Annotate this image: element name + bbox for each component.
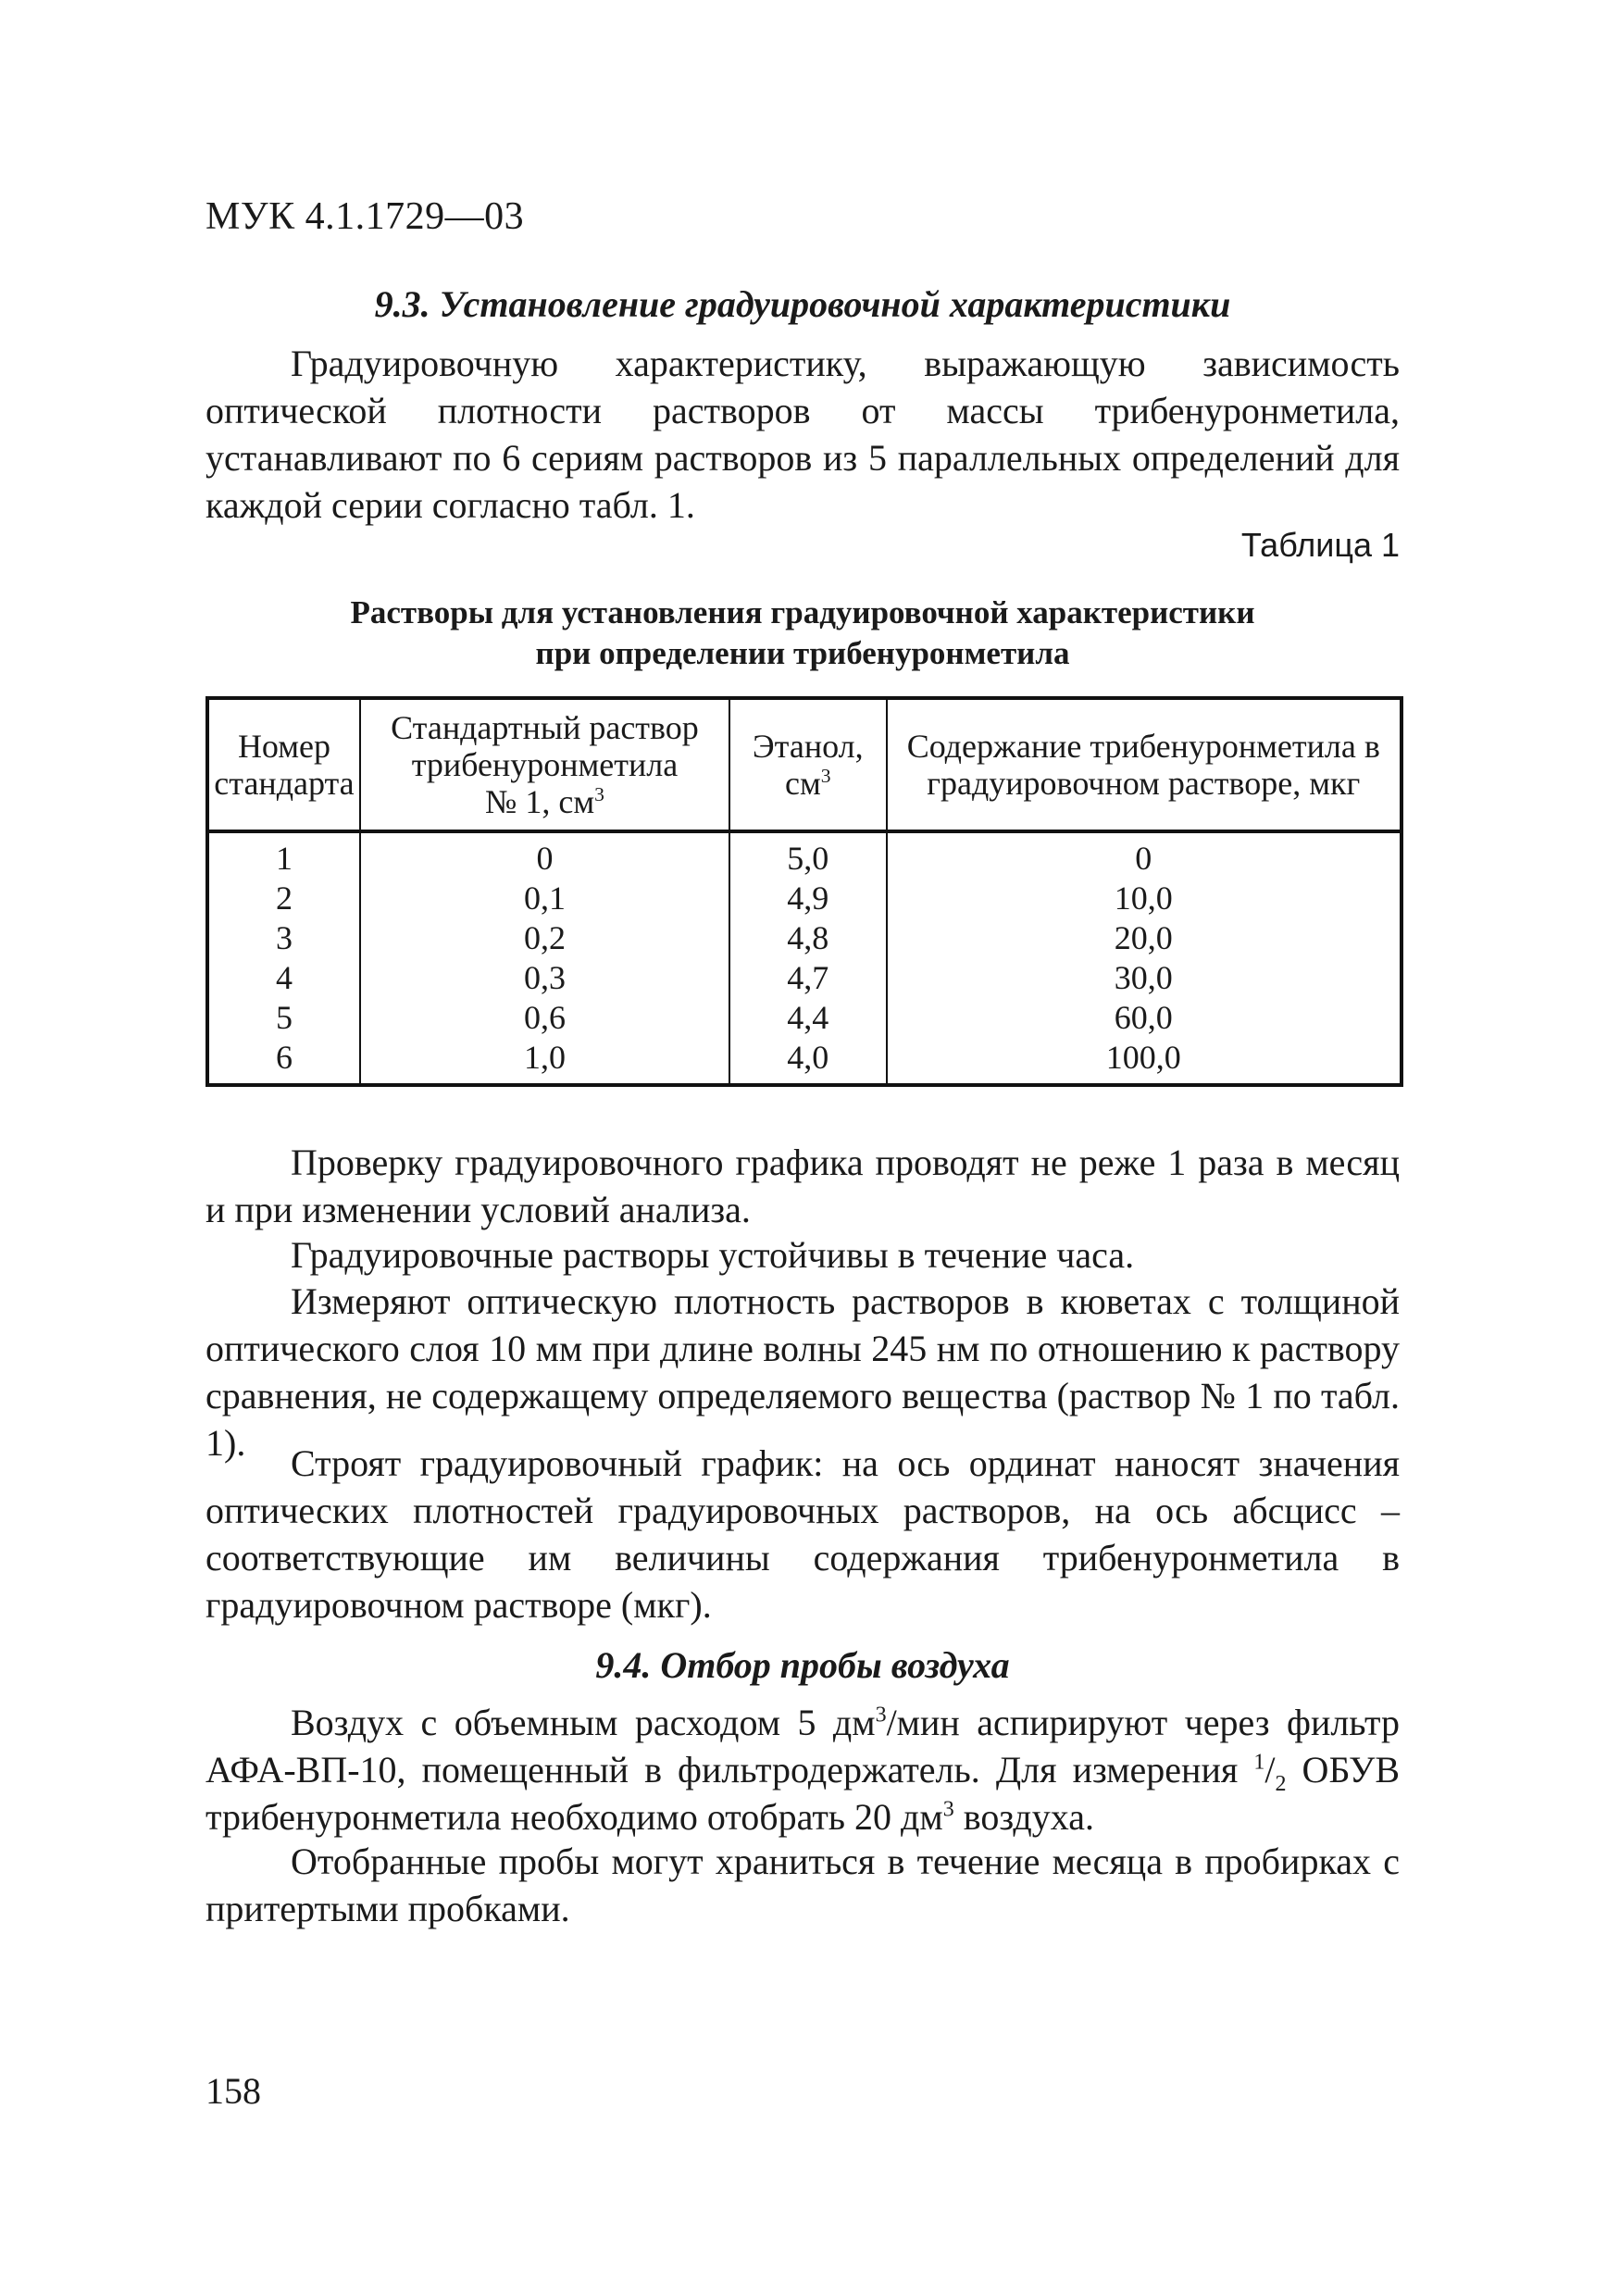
cell-content: 0: [887, 831, 1401, 879]
calibration-table: [206, 696, 1403, 1087]
table-row: [207, 1038, 1401, 1085]
cell-standard-solution: 1,0: [360, 1038, 729, 1085]
cell-standard-solution: 0: [360, 831, 729, 879]
section-heading-9-3: 9.3. Установление градуировочной характеристики: [374, 283, 1231, 325]
table-row: [207, 998, 1401, 1038]
cell-standard-solution: 0,6: [360, 998, 729, 1038]
paragraph-optical-measurement: Измеряют оптическую плотность растворов в кюветах с толщиной оптического слоя 10 мм при длине волны 245 нм по отношению к раствору сравнения, не содержащему определяемого вещества (раствор № 1 по табл. 1).: [206, 1280, 1400, 1464]
cell-standard-number: 5: [207, 998, 360, 1038]
cell-ethanol: 4,7: [729, 958, 887, 998]
cell-ethanol: 4,9: [729, 879, 887, 918]
section-heading-9-4: 9.4. Отбор пробы воздуха: [595, 1644, 1010, 1686]
paragraph-air-sampling: Воздух с объемным расходом 5 $дм^3$/мин аспирируют через фильтр АФА-ВП-10, помещенный в фильтродержатель. Для измерения $^1/_2$ ОБУВ трибенуронметила необходимо отобрать 20 $дм^3$ воздуха.: [206, 1702, 1401, 1838]
cell-ethanol: 4,4: [729, 998, 887, 1038]
paragraph-graph-construction: Строят градуировочный график: на ось ординат наносят значения оптических плотностей градуировочных растворов, на ось абсцисс – соответствующие им величины содержания трибенуронметила в градуировочном растворе (мкг).: [206, 1442, 1400, 1626]
cell-standard-solution: 0,1: [360, 879, 729, 918]
cell-standard-solution: 0,3: [360, 958, 729, 998]
cell-standard-number: 2: [207, 879, 360, 918]
table-title-line-2: при определении трибенуронметила: [535, 635, 1070, 671]
cell-content: 10,0: [887, 879, 1401, 918]
cell-standard-number: 3: [207, 918, 360, 958]
header-content: Содержание трибенуронметила в градуировочном растворе, мкг: [887, 698, 1401, 831]
paragraph-graph-check: Проверку градуировочного графика проводят не реже 1 раза в месяц и при изменении условий анализа.: [206, 1142, 1400, 1230]
cell-content: 100,0: [887, 1038, 1401, 1085]
header-standard-solution: Стандартный раствор трибенуронметила № 1, $см^3$: [360, 698, 729, 831]
cell-standard-number: 6: [207, 1038, 360, 1085]
cell-content: 30,0: [887, 958, 1401, 998]
table-label: Таблица 1: [1240, 526, 1400, 564]
paragraph-solution-stability: Градуировочные растворы устойчивы в течение часа.: [291, 1234, 1135, 1276]
table-title-line-1: Растворы для установления градуировочной характеристики: [350, 594, 1255, 630]
table-title: [206, 593, 1400, 674]
header-standard-number: Номер стандарта: [207, 698, 360, 831]
paragraph-calibration-intro: Градуировочную характеристику, выражающую зависимость оптической плотности растворов от массы трибенуронметила, устанавливают по 6 сериям растворов из 5 параллельных определений для каждой серии согласно табл. 1.: [206, 343, 1400, 526]
table-row: [207, 879, 1401, 918]
cell-ethanol: 5,0: [729, 831, 887, 879]
cell-ethanol: 4,0: [729, 1038, 887, 1085]
cell-content: 20,0: [887, 918, 1401, 958]
table-row: [207, 918, 1401, 958]
cell-standard-number: 1: [207, 831, 360, 879]
cell-ethanol: 4,8: [729, 918, 887, 958]
page-number: 158: [206, 2070, 261, 2112]
table-row: [207, 958, 1401, 998]
header-ethanol: Этанол, $см^3$: [729, 698, 887, 831]
table-header-row: [207, 698, 1401, 831]
cell-standard-solution: 0,2: [360, 918, 729, 958]
document-code: МУК 4.1.1729—03: [206, 195, 525, 238]
cell-standard-number: 4: [207, 958, 360, 998]
paragraph-sample-storage: Отобранные пробы могут храниться в течение месяца в пробирках с притертыми пробками.: [206, 1841, 1400, 1929]
table-row: [207, 831, 1401, 879]
cell-content: 60,0: [887, 998, 1401, 1038]
